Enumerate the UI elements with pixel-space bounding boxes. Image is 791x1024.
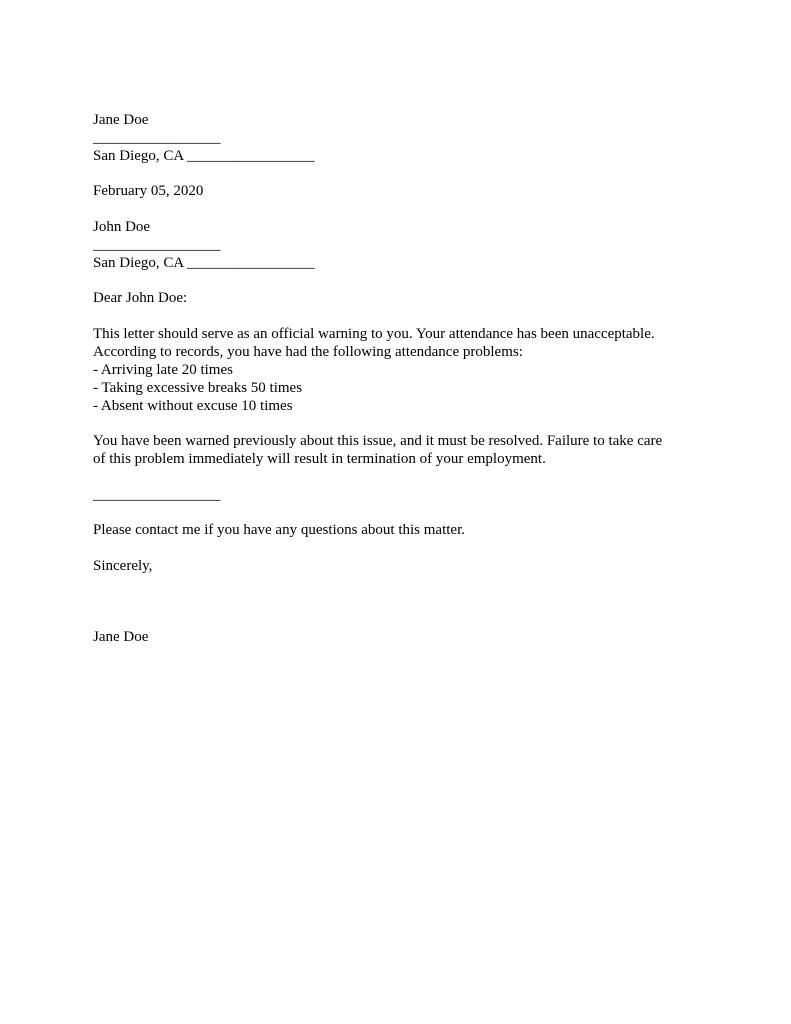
- closing: Sincerely,: [93, 558, 153, 574]
- body-paragraph1-line1: This letter should serve as an official warning to you. Your attendance has been unacceptable.: [93, 326, 655, 342]
- recipient-city-line: San Diego, CA _________________: [93, 255, 315, 271]
- sender-name: Jane Doe: [93, 112, 149, 128]
- signature-name: Jane Doe: [93, 629, 149, 645]
- recipient-name: John Doe: [93, 219, 151, 235]
- problem-item: - Arriving late 20 times: [93, 362, 233, 378]
- body-paragraph1-line2: According to records, you have had the following attendance problems:: [93, 344, 523, 360]
- body-paragraph2-line2: of this problem immediately will result in termination of your employment.: [93, 451, 546, 467]
- contact-sentence: Please contact me if you have any questions about this matter.: [93, 522, 465, 538]
- body-paragraph2-line1: You have been warned previously about this issue, and it must be resolved. Failure to take care: [93, 433, 663, 449]
- sender-address-blank: _________________: [93, 130, 221, 146]
- recipient-address-blank: _________________: [93, 237, 221, 253]
- body-blank-line: _________________: [93, 487, 221, 503]
- problem-item: - Taking excessive breaks 50 times: [93, 380, 303, 396]
- sender-city-line: San Diego, CA _________________: [93, 148, 315, 164]
- letter-date: February 05, 2020: [93, 183, 204, 199]
- problem-item: - Absent without excuse 10 times: [93, 398, 293, 414]
- salutation: Dear John Doe:: [93, 290, 188, 306]
